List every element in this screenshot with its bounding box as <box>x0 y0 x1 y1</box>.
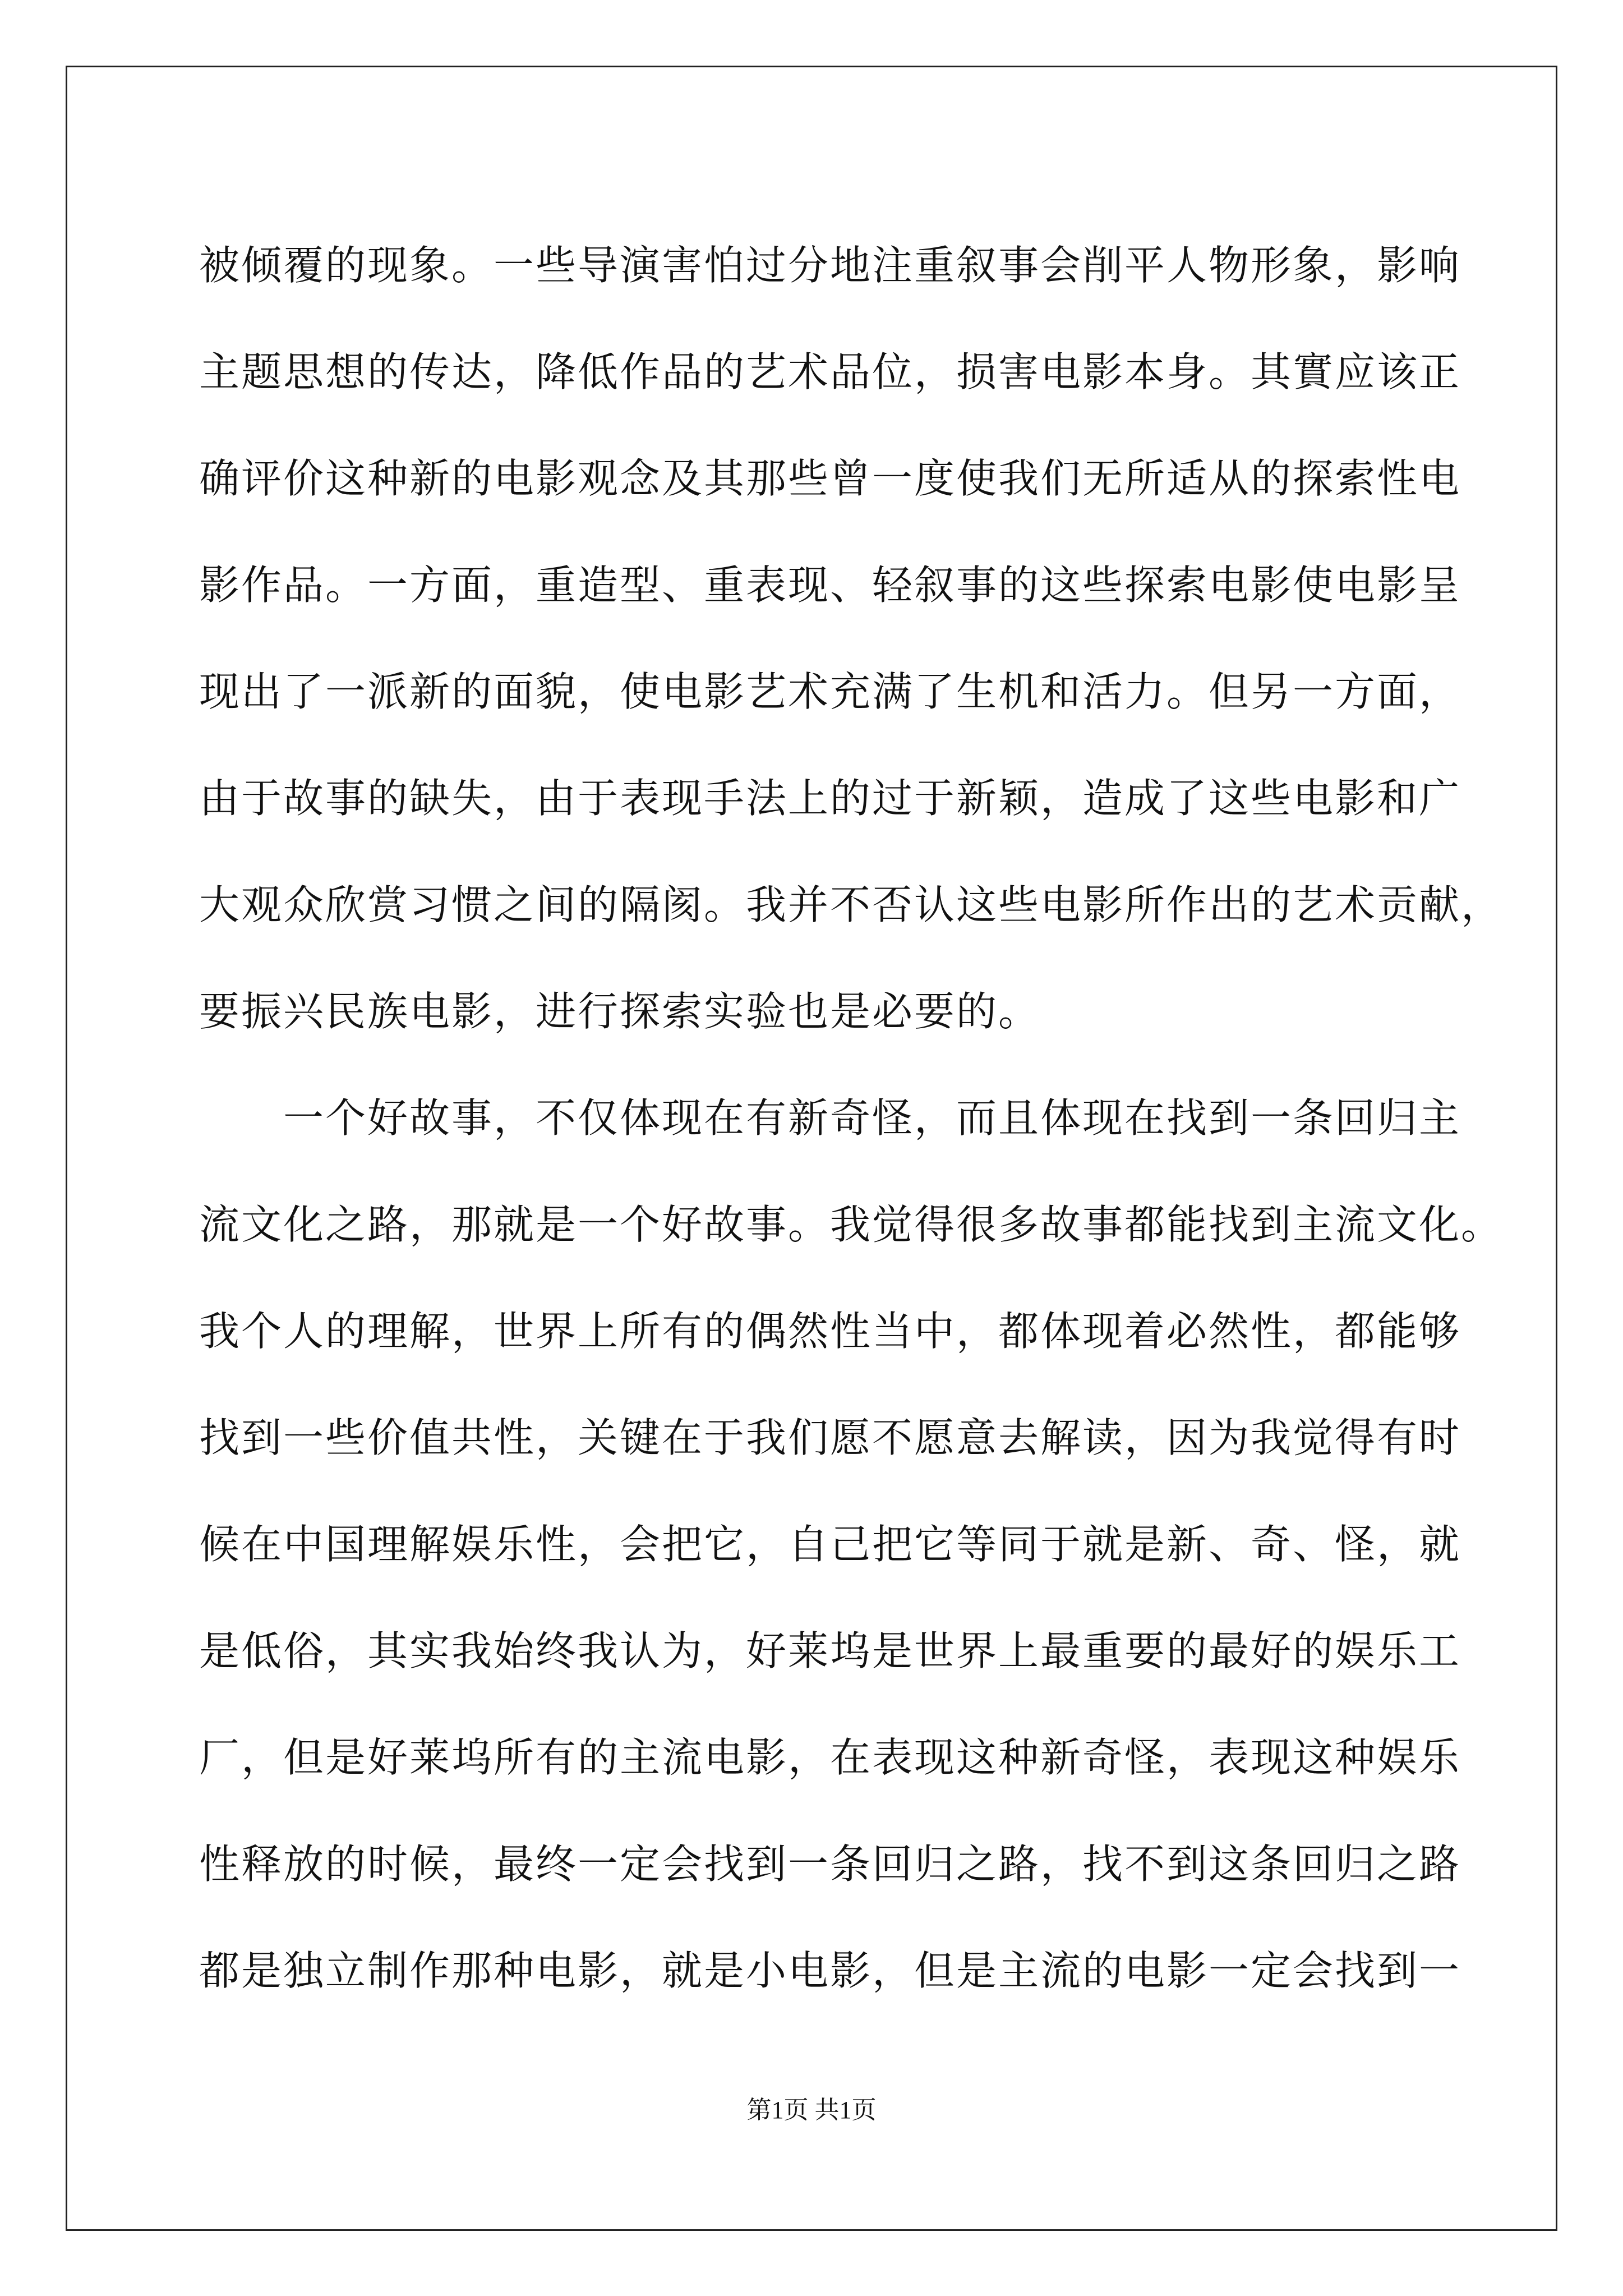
text-line: 影作品。一方面，重造型、重表现、轻叙事的这些探索电影使电影呈 <box>199 562 1461 609</box>
text-line: 候在中国理解娱乐性，会把它，自己把它等同于就是新、奇、怪，就 <box>199 1521 1461 1568</box>
text-line: 是低俗，其实我始终我认为，好莱坞是世界上最重要的最好的娱乐工 <box>199 1627 1461 1674</box>
text-line: 被倾覆的现象。一些导演害怕过分地注重叙事会削平人物形象，影响 <box>199 242 1461 289</box>
body-text <box>199 212 1504 2024</box>
text-line: 现出了一派新的面貌，使电影艺术充满了生机和活力。但另一方面， <box>199 668 1461 715</box>
text-line: 要振兴民族电影，进行探索实验也是必要的。 <box>199 988 1041 1035</box>
text-line: 我个人的理解，世界上所有的偶然性当中，都体现着必然性，都能够 <box>199 1308 1461 1355</box>
text-line: 都是独立制作那种电影，就是小电影，但是主流的电影一定会找到一 <box>199 1947 1461 1994</box>
page-number-footer: 第1页 共1页 <box>746 2096 877 2124</box>
text-line: 流文化之路，那就是一个好故事。我觉得很多故事都能找到主流文化。 <box>199 1201 1504 1248</box>
text-line: 厂，但是好莱坞所有的主流电影，在表现这种新奇怪，表现这种娱乐 <box>199 1734 1461 1781</box>
text-line: 性释放的时候，最终一定会找到一条回归之路，找不到这条回归之路 <box>199 1841 1461 1888</box>
text-line: 找到一些价值共性，关键在于我们愿不愿意去解读，因为我觉得有时 <box>199 1414 1461 1461</box>
paragraph-start-line: 一个好故事，不仅体现在有新奇怪，而且体现在找到一条回归主 <box>283 1094 1461 1142</box>
text-line: 大观众欣赏习惯之间的隔阂。我并不否认这些电影所作出的艺术贡献， <box>199 881 1504 928</box>
text-line: 确评价这种新的电影观念及其那些曾一度使我们无所适从的探索性电 <box>199 455 1461 502</box>
text-line: 由于故事的缺失，由于表现手法上的过于新颖，造成了这些电影和广 <box>199 775 1461 822</box>
text-line: 主题思想的传达，降低作品的艺术品位，损害电影本身。其實应该正 <box>199 348 1461 395</box>
